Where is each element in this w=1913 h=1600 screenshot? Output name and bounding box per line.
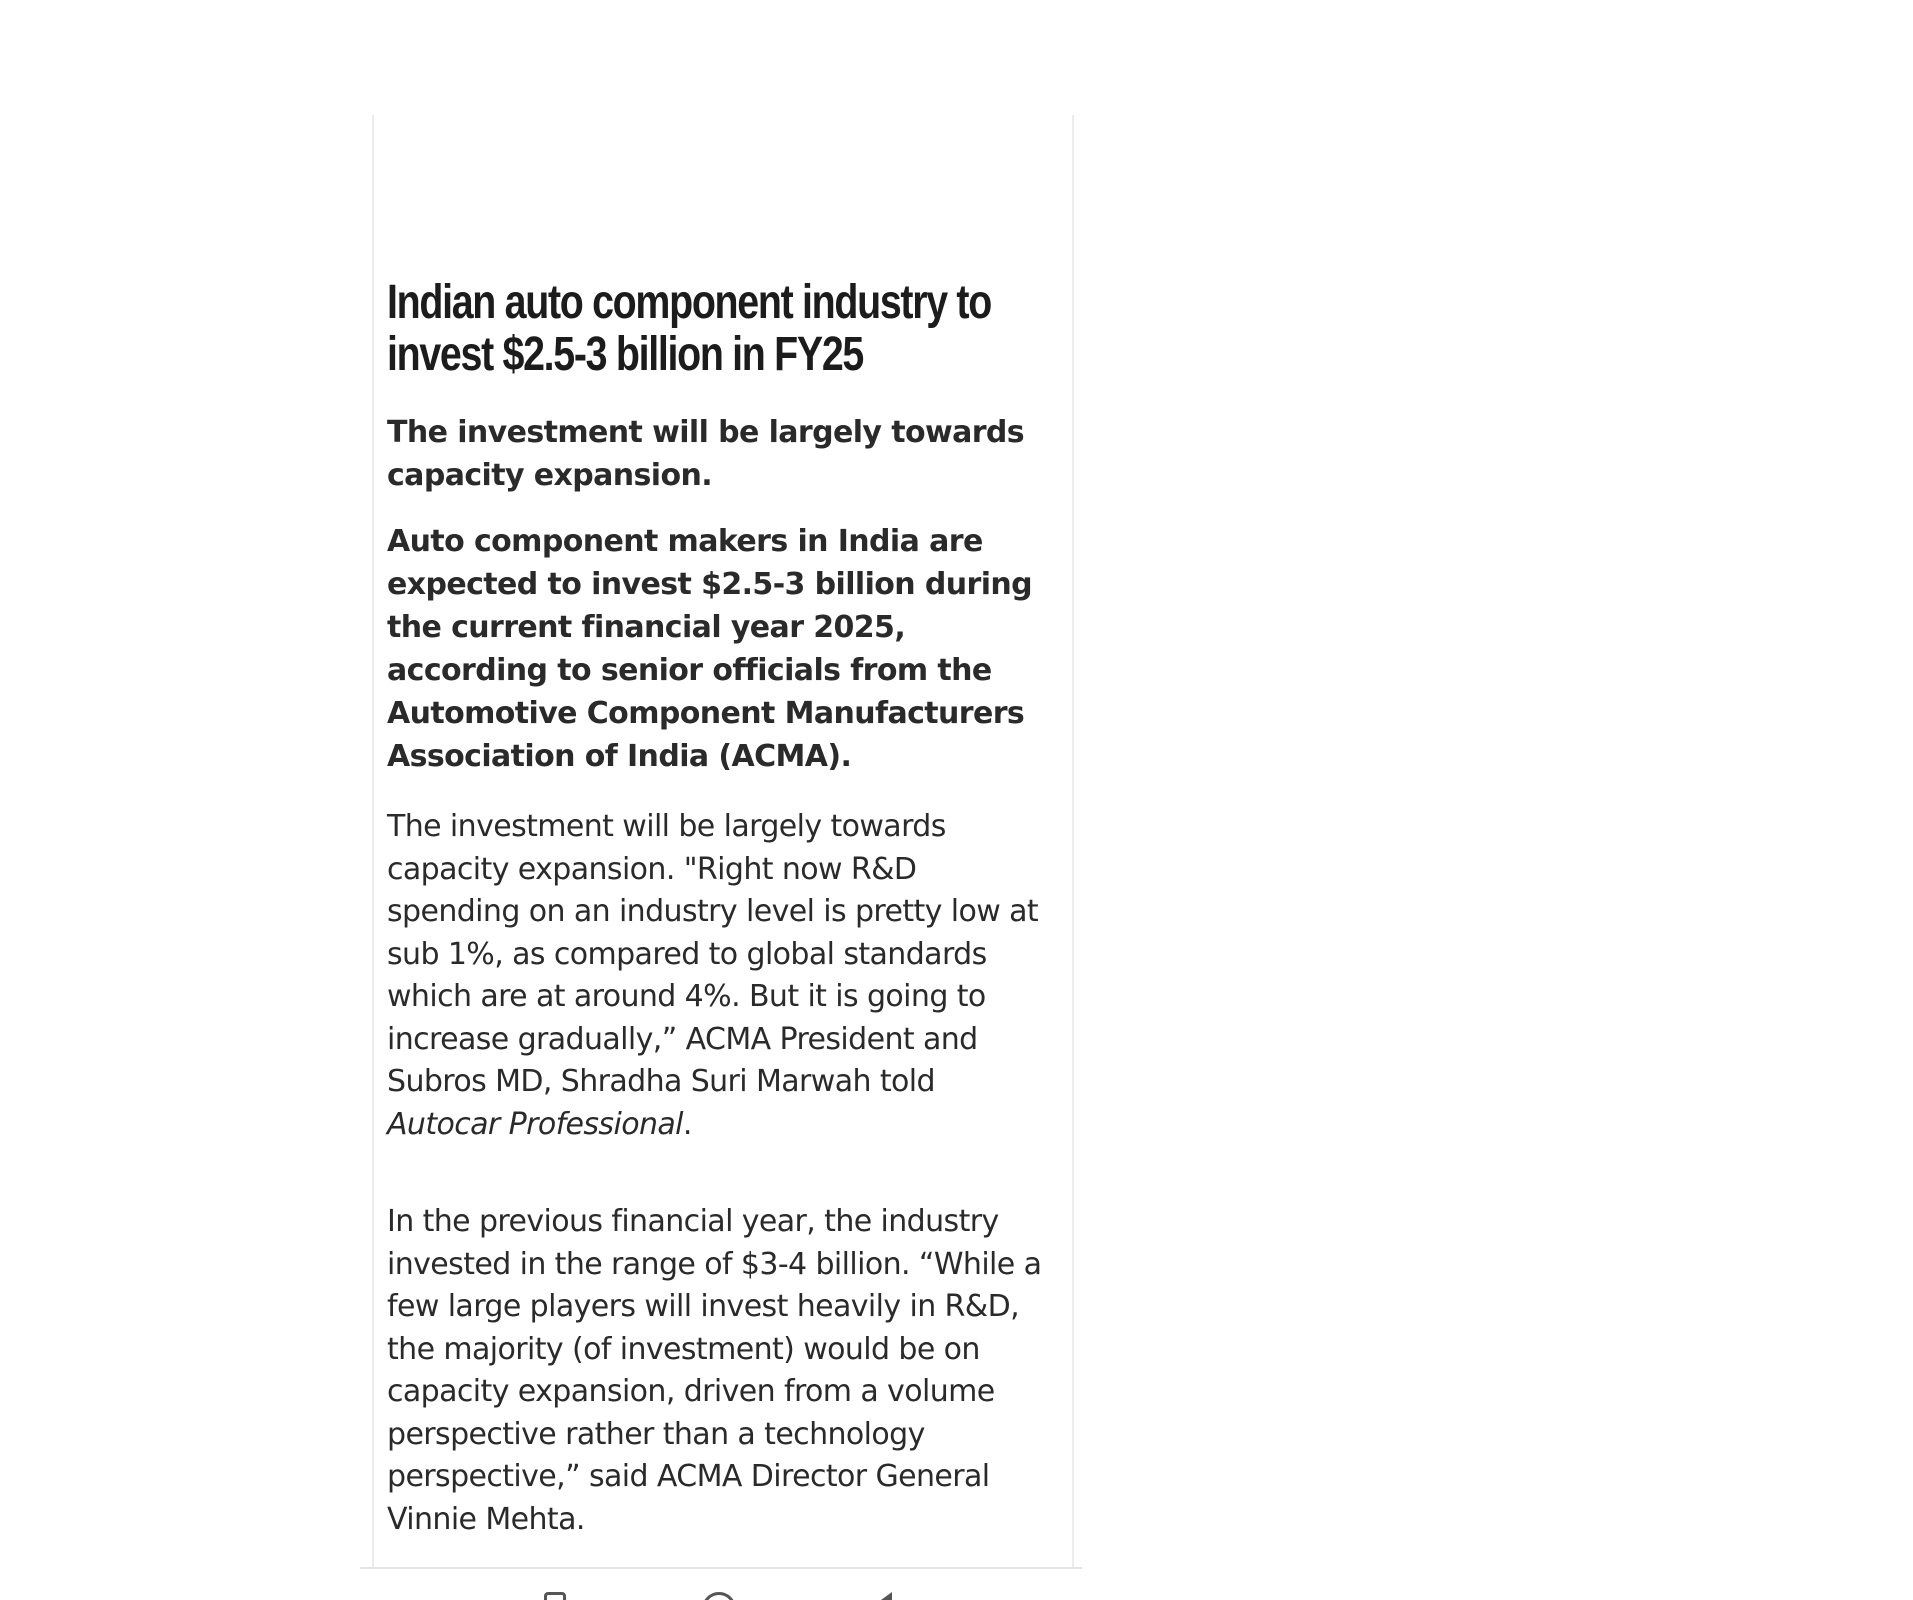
article-column [372, 115, 1074, 1568]
article-paragraph: In the previous financial year, the industry invested in the range of $3-4 billion. “While a few large players will invest heavily in R&D, the majority (of investment) would be on capacity expansion, driven from a volume perspective rather than a technology perspective,” said ACMA Director General Vinnie Mehta. [387, 1204, 1042, 1537]
paragraph-text: The investment will be largely towards capacity expansion. "Right now R&D spending on an industry level is pretty low at sub 1%, as compared to global standards which are at around 4%. But it is going to increase gradually,” ACMA President and Subros MD, Shradha Suri Marwah told [387, 809, 1039, 1099]
paragraph-end: . [682, 1106, 692, 1142]
article-headline: Indian auto component industry to invest $2.5-3 billion in FY25 [387, 276, 991, 381]
recent-apps-icon[interactable] [544, 1592, 570, 1600]
navigation-divider [360, 1567, 1082, 1569]
article-paragraph [387, 806, 1052, 1146]
article-lead-paragraph: Auto component makers in India are expected to invest $2.5-3 billion during the current financial year 2025, according to senior officials from the Automotive Component Manufacturers Association of India (ACMA). [387, 524, 1033, 774]
back-icon[interactable] [870, 1592, 896, 1600]
navigation-bar [360, 1570, 1082, 1600]
home-icon[interactable] [702, 1592, 738, 1600]
article-content [387, 277, 1052, 1541]
article-subheadline: The investment will be largely towards capacity expansion. [387, 415, 1025, 493]
publication-name: Autocar Professional [387, 1106, 683, 1142]
